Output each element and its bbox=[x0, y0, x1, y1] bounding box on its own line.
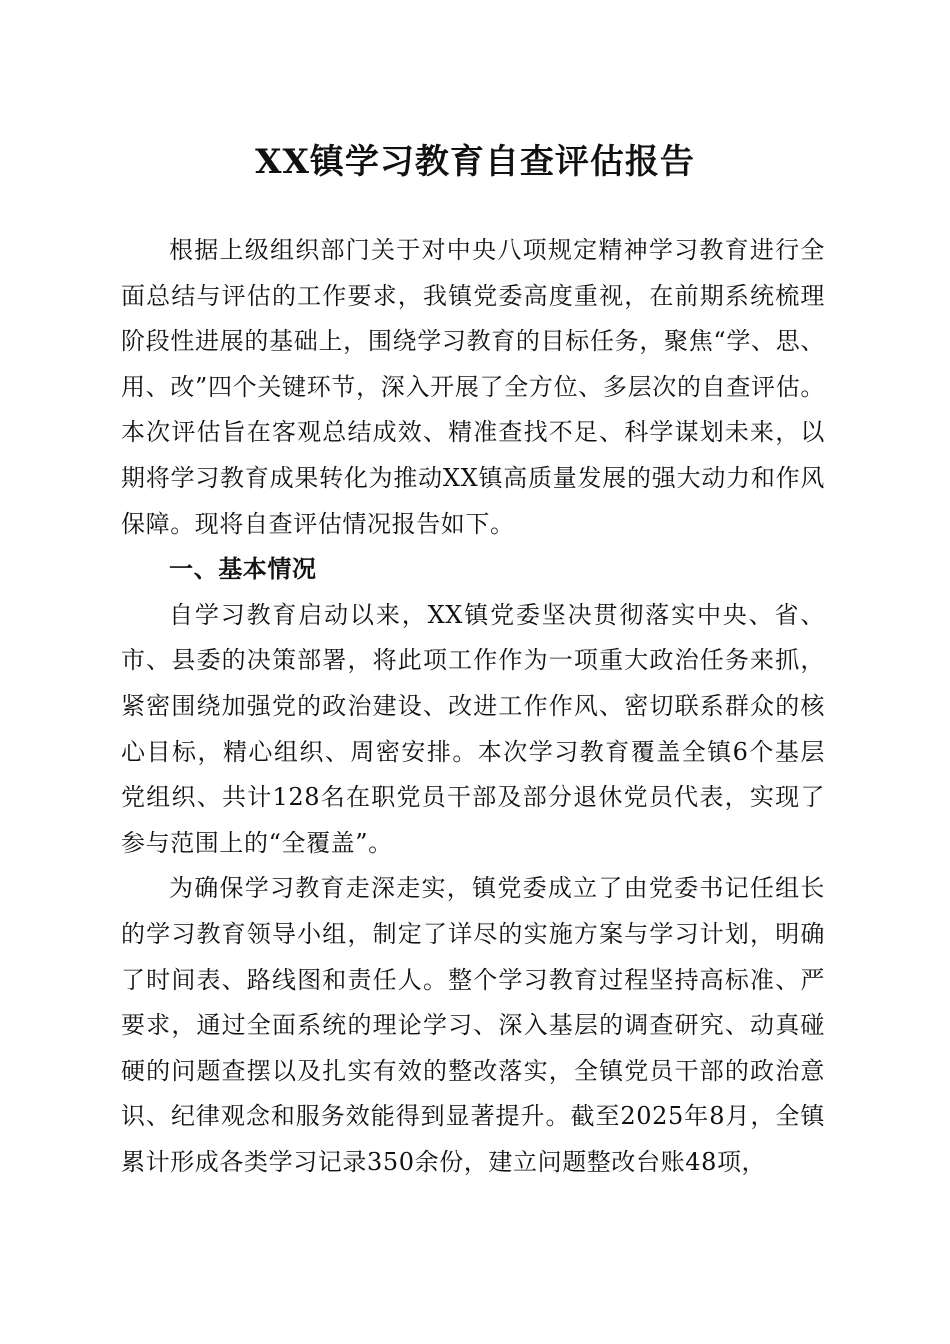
document-title: XX镇学习教育自查评估报告 bbox=[255, 142, 695, 182]
basic-situation-paragraph-2: 为确保学习教育走深走实，镇党委成立了由党委书记任组长的学习教育领导小组，制定了详尽的实施方案与学习计划，明确了时间表、路线图和责任人。整个学习教育过程坚持高标准、严要求，通过全面系统的理论学习、深入基层的调查研究、动真碰硬的问题查摆以及扎实有效的整改落实，全镇党员干部的政治意识、纪律观念和服务效能得到显著提升。截至2025年8月，全镇累计形成各类学习记录350余份，建立问题整改台账48项， bbox=[121, 874, 825, 1176]
section-heading-basic-situation: 一、基本情况 bbox=[169, 555, 317, 584]
document-body bbox=[121, 228, 825, 1185]
basic-situation-paragraph-1: 自学习教育启动以来，XX镇党委坚决贯彻落实中央、省、市、县委的决策部署，将此项工作作为一项重大政治任务来抓，紧密围绕加强党的政治建设、改进工作作风、密切联系群众的核心目标，精心组织、周密安排。本次学习教育覆盖全镇6个基层党组织、共计128名在职党员干部及部分退休党员代表，实现了参与范围上的“全覆盖”。 bbox=[121, 600, 825, 857]
intro-paragraph: 根据上级组织部门关于对中央八项规定精神学习教育进行全面总结与评估的工作要求，我镇党委高度重视，在前期系统梳理阶段性进展的基础上，围绕学习教育的目标任务，聚焦“学、思、用、改”四个关键环节，深入开展了全方位、多层次的自查评估。本次评估旨在客观总结成效、精准查找不足、科学谋划未来，以期将学习教育成果转化为推动XX镇高质量发展的强大动力和作风保障。现将自查评估情况报告如下。 bbox=[121, 236, 825, 538]
